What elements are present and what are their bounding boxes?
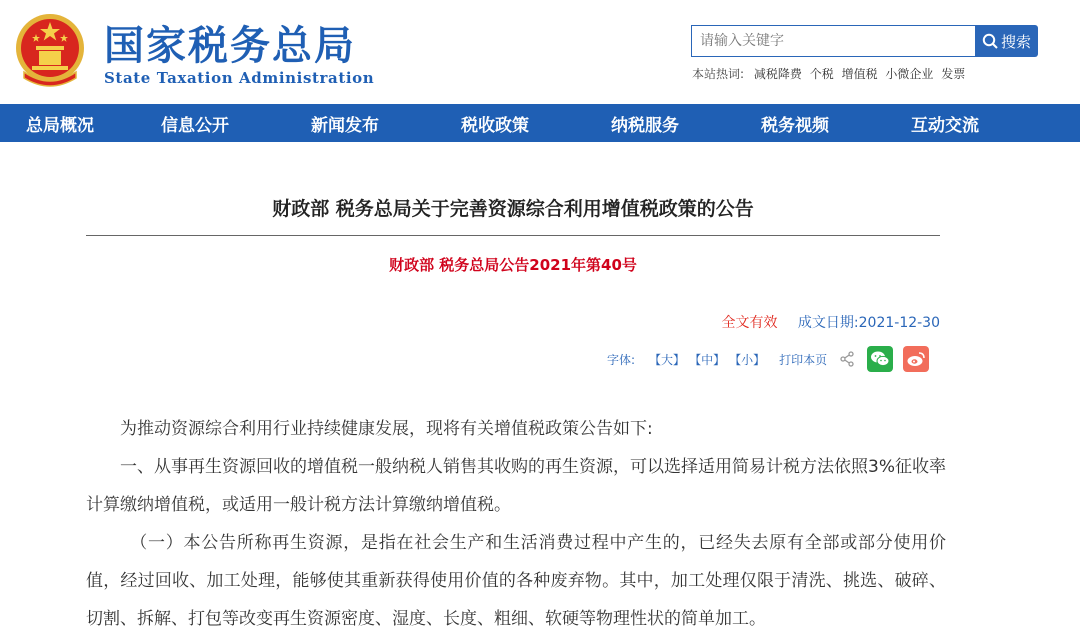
hot-words-label: 本站热词: <box>692 67 745 81</box>
nav-item-info-disclosure[interactable]: 信息公开 <box>161 115 229 136</box>
article-paragraph: （一）本公告所称再生资源，是指在社会生产和生活消费过程中产生的，已经失去原有全部或部分使用价值，经过回收、加工处理，能够使其重新获得使用价值的各种废弃物。其中，加工处理仅限于清洗、挑选、破碎、切割、拆解、打包等改变再生资源密度、湿度、长度、粗细、软硬等物理性状的简单加工。 <box>86 533 946 629</box>
article-body <box>86 410 946 638</box>
article-paragraph: 为推动资源综合利用行业持续健康发展，现将有关增值税政策公告如下: <box>120 419 653 439</box>
search-input[interactable] <box>691 25 975 57</box>
national-emblem-icon[interactable] <box>14 12 86 88</box>
font-size-large-button[interactable]: 【大】 <box>649 352 686 367</box>
nav-item-tax-policy[interactable]: 税收政策 <box>461 115 529 136</box>
hot-word-link[interactable]: 个税 <box>809 67 834 81</box>
font-size-label: 字体: <box>607 352 636 367</box>
written-date: 成文日期:2021-12-30 <box>797 315 940 331</box>
share-icon[interactable] <box>839 351 855 367</box>
nav-item-tax-video[interactable]: 税务视频 <box>761 115 829 136</box>
nav-item-overview[interactable]: 总局概况 <box>26 115 94 136</box>
font-size-small-button[interactable]: 【小】 <box>729 352 766 367</box>
main-nav <box>0 104 1080 142</box>
article-title: 财政部 税务总局关于完善资源综合利用增值税政策的公告 <box>272 198 754 220</box>
nav-item-news[interactable]: 新闻发布 <box>311 115 379 136</box>
site-logo-cn[interactable]: 国家税务总局 <box>104 23 356 69</box>
search-button-label: 搜索 <box>1000 32 1031 51</box>
article-meta <box>721 312 940 332</box>
search-button[interactable] <box>975 25 1038 57</box>
hot-word-link[interactable]: 减税降费 <box>753 67 802 81</box>
article-paragraph: 一、从事再生资源回收的增值税一般纳税人销售其收购的再生资源，可以选择适用简易计税方法依照3%征收率计算缴纳增值税，或适用一般计税方法计算缴纳增值税。 <box>86 457 946 515</box>
site-header <box>0 0 1080 104</box>
title-divider <box>86 235 940 236</box>
weibo-icon[interactable] <box>903 346 929 372</box>
font-size-medium-button[interactable]: 【中】 <box>689 352 726 367</box>
wechat-icon[interactable] <box>867 346 893 372</box>
hot-word-link[interactable]: 发票 <box>941 67 966 81</box>
nav-item-interaction[interactable]: 互动交流 <box>911 115 979 136</box>
hot-words <box>692 65 969 82</box>
hot-word-link[interactable]: 小微企业 <box>885 67 934 81</box>
nav-item-tax-service[interactable]: 纳税服务 <box>611 115 679 136</box>
validity-status: 全文有效 <box>721 315 778 331</box>
document-number: 财政部 税务总局公告2021年第40号 <box>389 256 637 274</box>
article-tools <box>607 344 929 374</box>
site-logo-en[interactable]: State Taxation Administration <box>104 69 375 87</box>
hot-word-link[interactable]: 增值税 <box>841 67 878 81</box>
search-icon <box>982 33 998 49</box>
print-button[interactable]: 打印本页 <box>779 352 828 367</box>
